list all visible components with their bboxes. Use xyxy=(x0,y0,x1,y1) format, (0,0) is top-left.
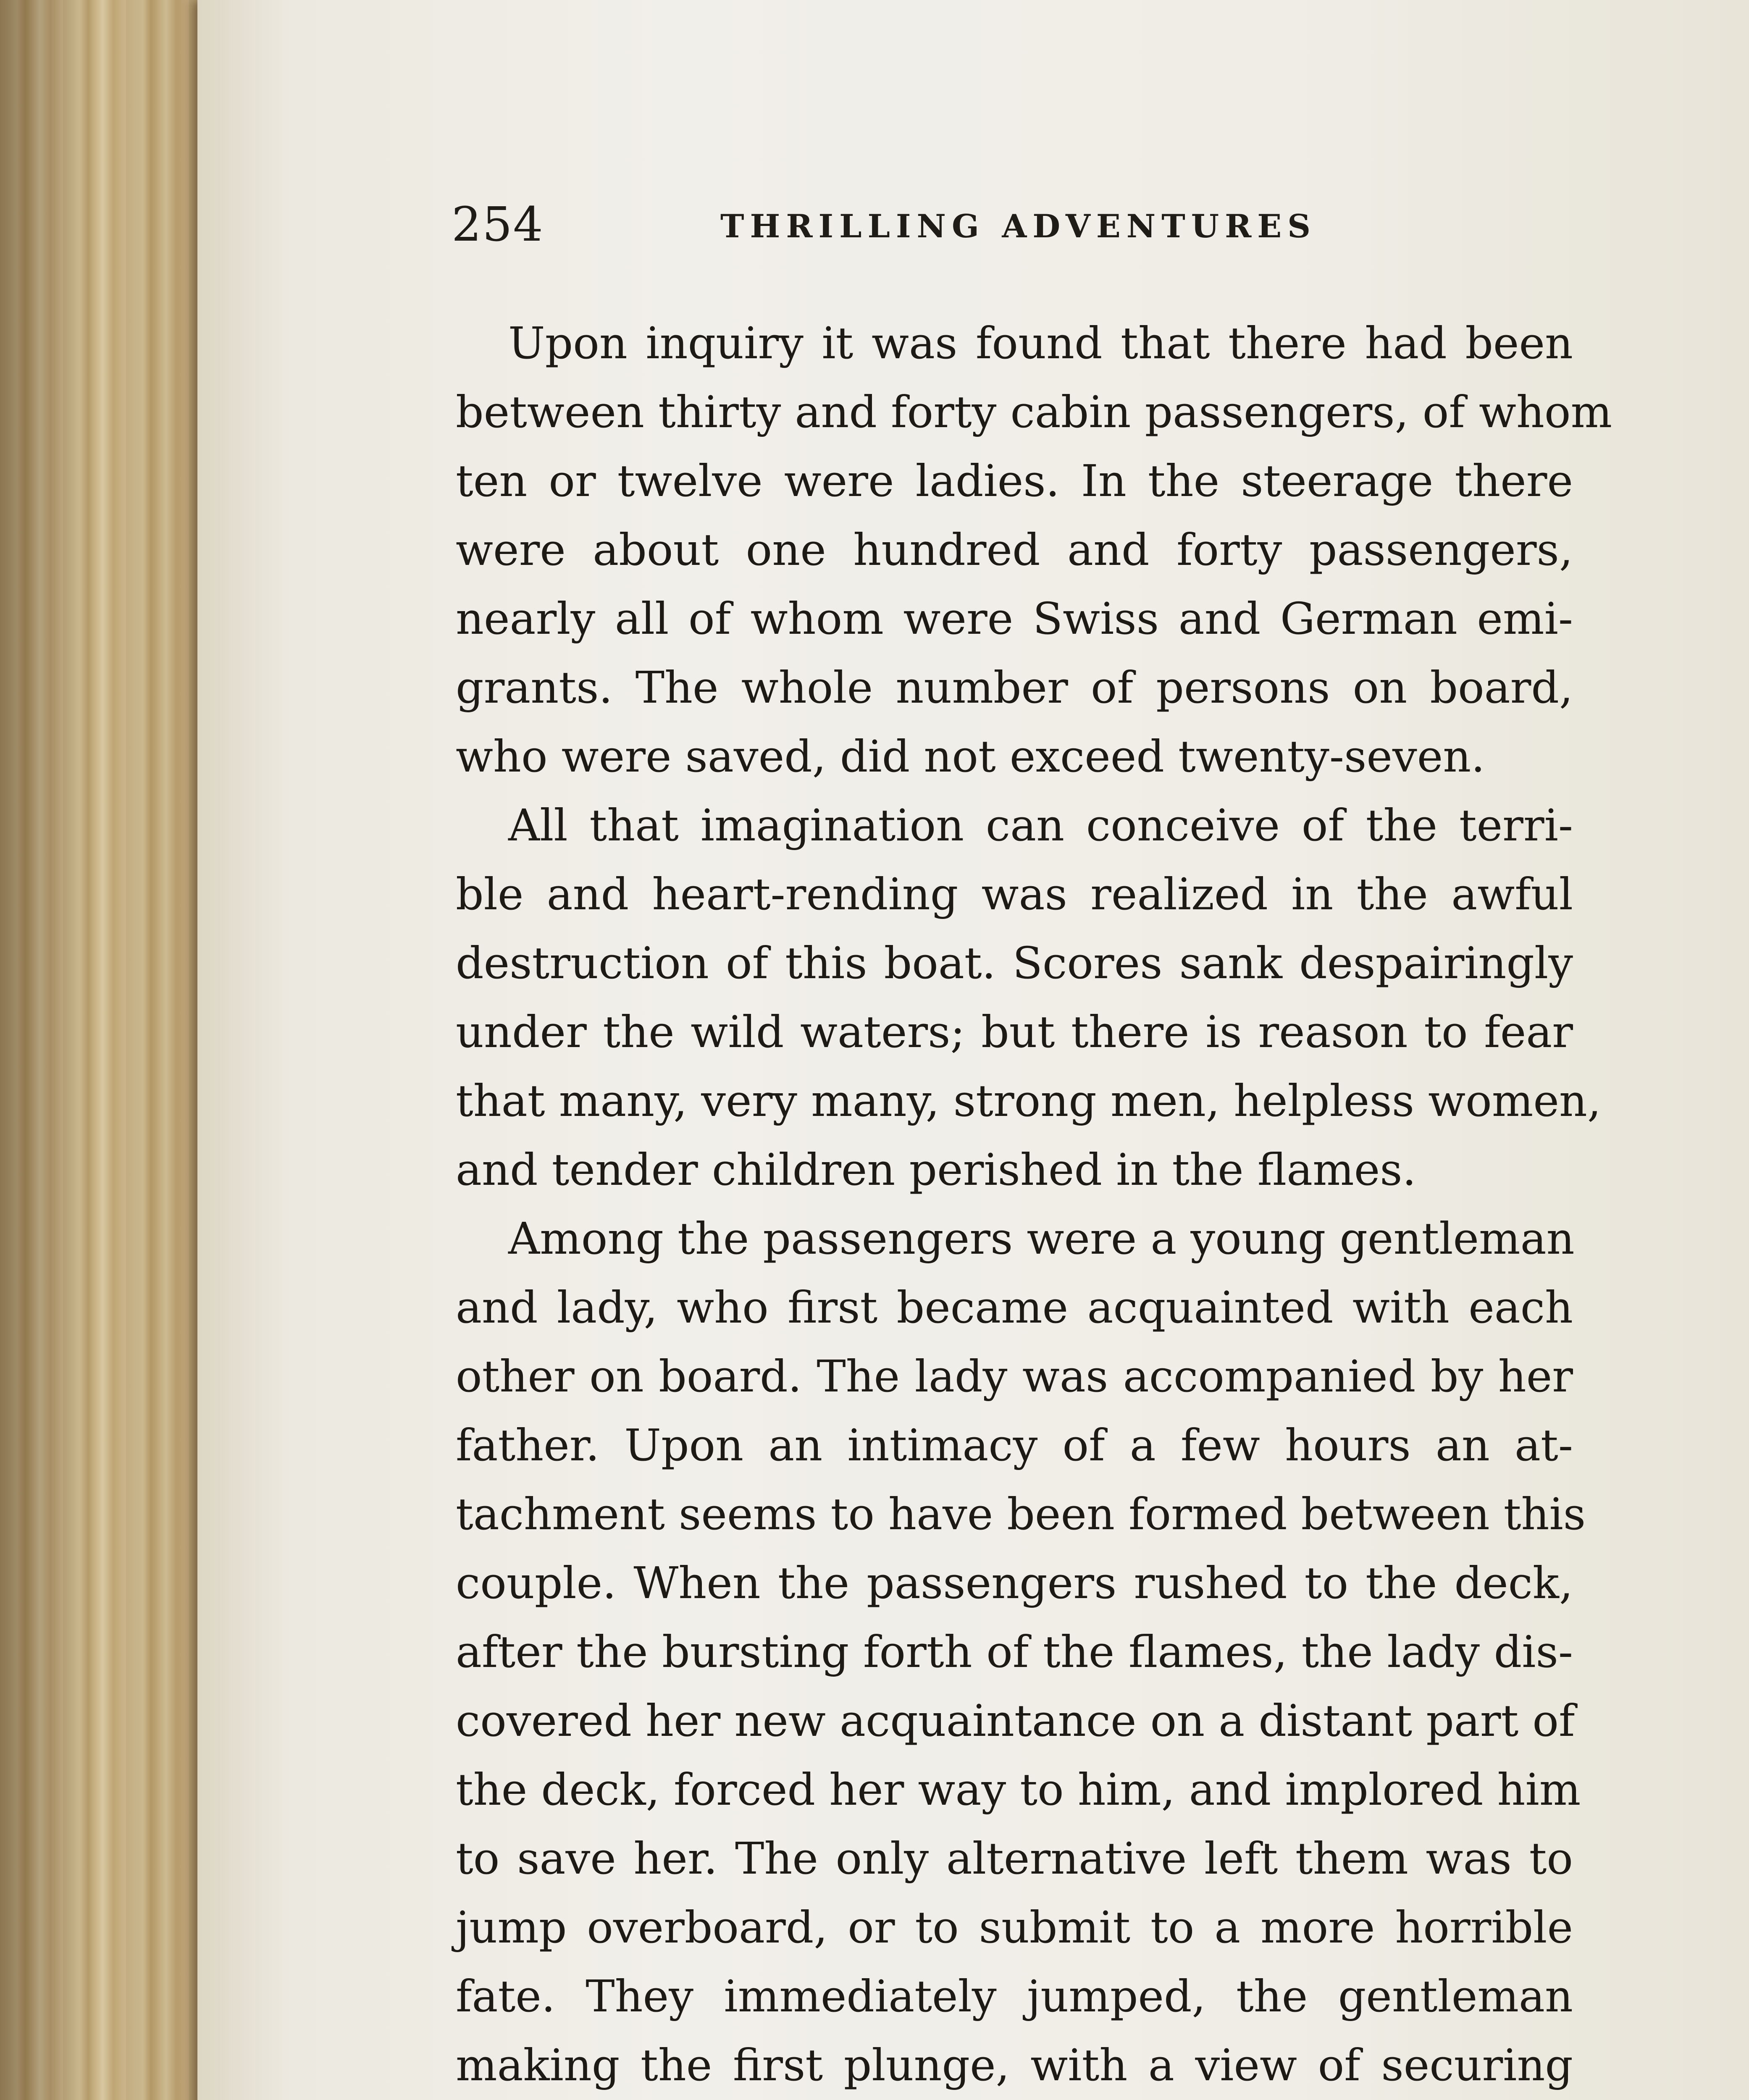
running-title: THRILLING ADVENTURES xyxy=(720,207,1317,245)
body-text xyxy=(456,309,1612,2100)
text-line: nearly all of whom were Swiss and German emi- xyxy=(456,593,1573,644)
text-line: that many, very many, strong men, helpless women, xyxy=(456,1075,1601,1126)
text-line: Among the passengers were a young gentleman xyxy=(508,1213,1575,1264)
text-line: under the wild waters; but there is reason to fear xyxy=(456,1006,1573,1058)
text-line: after the bursting forth of the flames, the lady dis- xyxy=(456,1626,1573,1677)
text-line: and tender children perished in the flames. xyxy=(456,1144,1416,1195)
text-line: who were saved, did not exceed twenty-seven. xyxy=(456,731,1485,782)
text-line: tachment seems to have been formed between this xyxy=(456,1488,1586,1540)
text-line: and lady, who first became acquainted with each xyxy=(456,1282,1573,1333)
text-line: the deck, forced her way to him, and implored him xyxy=(456,1764,1581,1815)
text-line: fate. They immediately jumped, the gentleman xyxy=(456,1971,1573,2022)
paragraph-3 xyxy=(456,1204,1586,2100)
text-line: destruction of this boat. Scores sank despairingly xyxy=(456,937,1573,989)
text-line: jump overboard, or to submit to a more horrible xyxy=(456,1902,1573,1953)
text-line: father. Upon an intimacy of a few hours an at- xyxy=(456,1420,1573,1471)
running-head xyxy=(452,197,1586,265)
text-line: between thirty and forty cabin passengers, of whom xyxy=(456,386,1612,438)
text-line: Upon inquiry it was found that there had been xyxy=(508,318,1573,369)
text-line: other on board. The lady was accompanied by her xyxy=(456,1351,1573,1402)
text-line: to save her. The only alternative left them was to xyxy=(456,1833,1573,1884)
paragraph-1 xyxy=(456,309,1612,791)
text-line: couple. When the passengers rushed to the deck, xyxy=(456,1557,1573,1609)
text-line: ble and heart-rending was realized in the awful xyxy=(456,869,1573,920)
text-line: making the first plunge, with a view of securing xyxy=(456,2040,1573,2091)
text-line: All that imagination can conceive of the terri- xyxy=(508,800,1573,851)
page-number: 254 xyxy=(452,197,544,252)
text-line: were about one hundred and forty passengers, xyxy=(456,524,1573,575)
text-line: ten or twelve were ladies. In the steerage there xyxy=(456,455,1573,507)
paragraph-2 xyxy=(456,791,1601,1204)
text-line: grants. The whole number of persons on board, xyxy=(456,662,1573,713)
text-line: covered her new acquaintance on a distant part of xyxy=(456,1695,1575,1746)
